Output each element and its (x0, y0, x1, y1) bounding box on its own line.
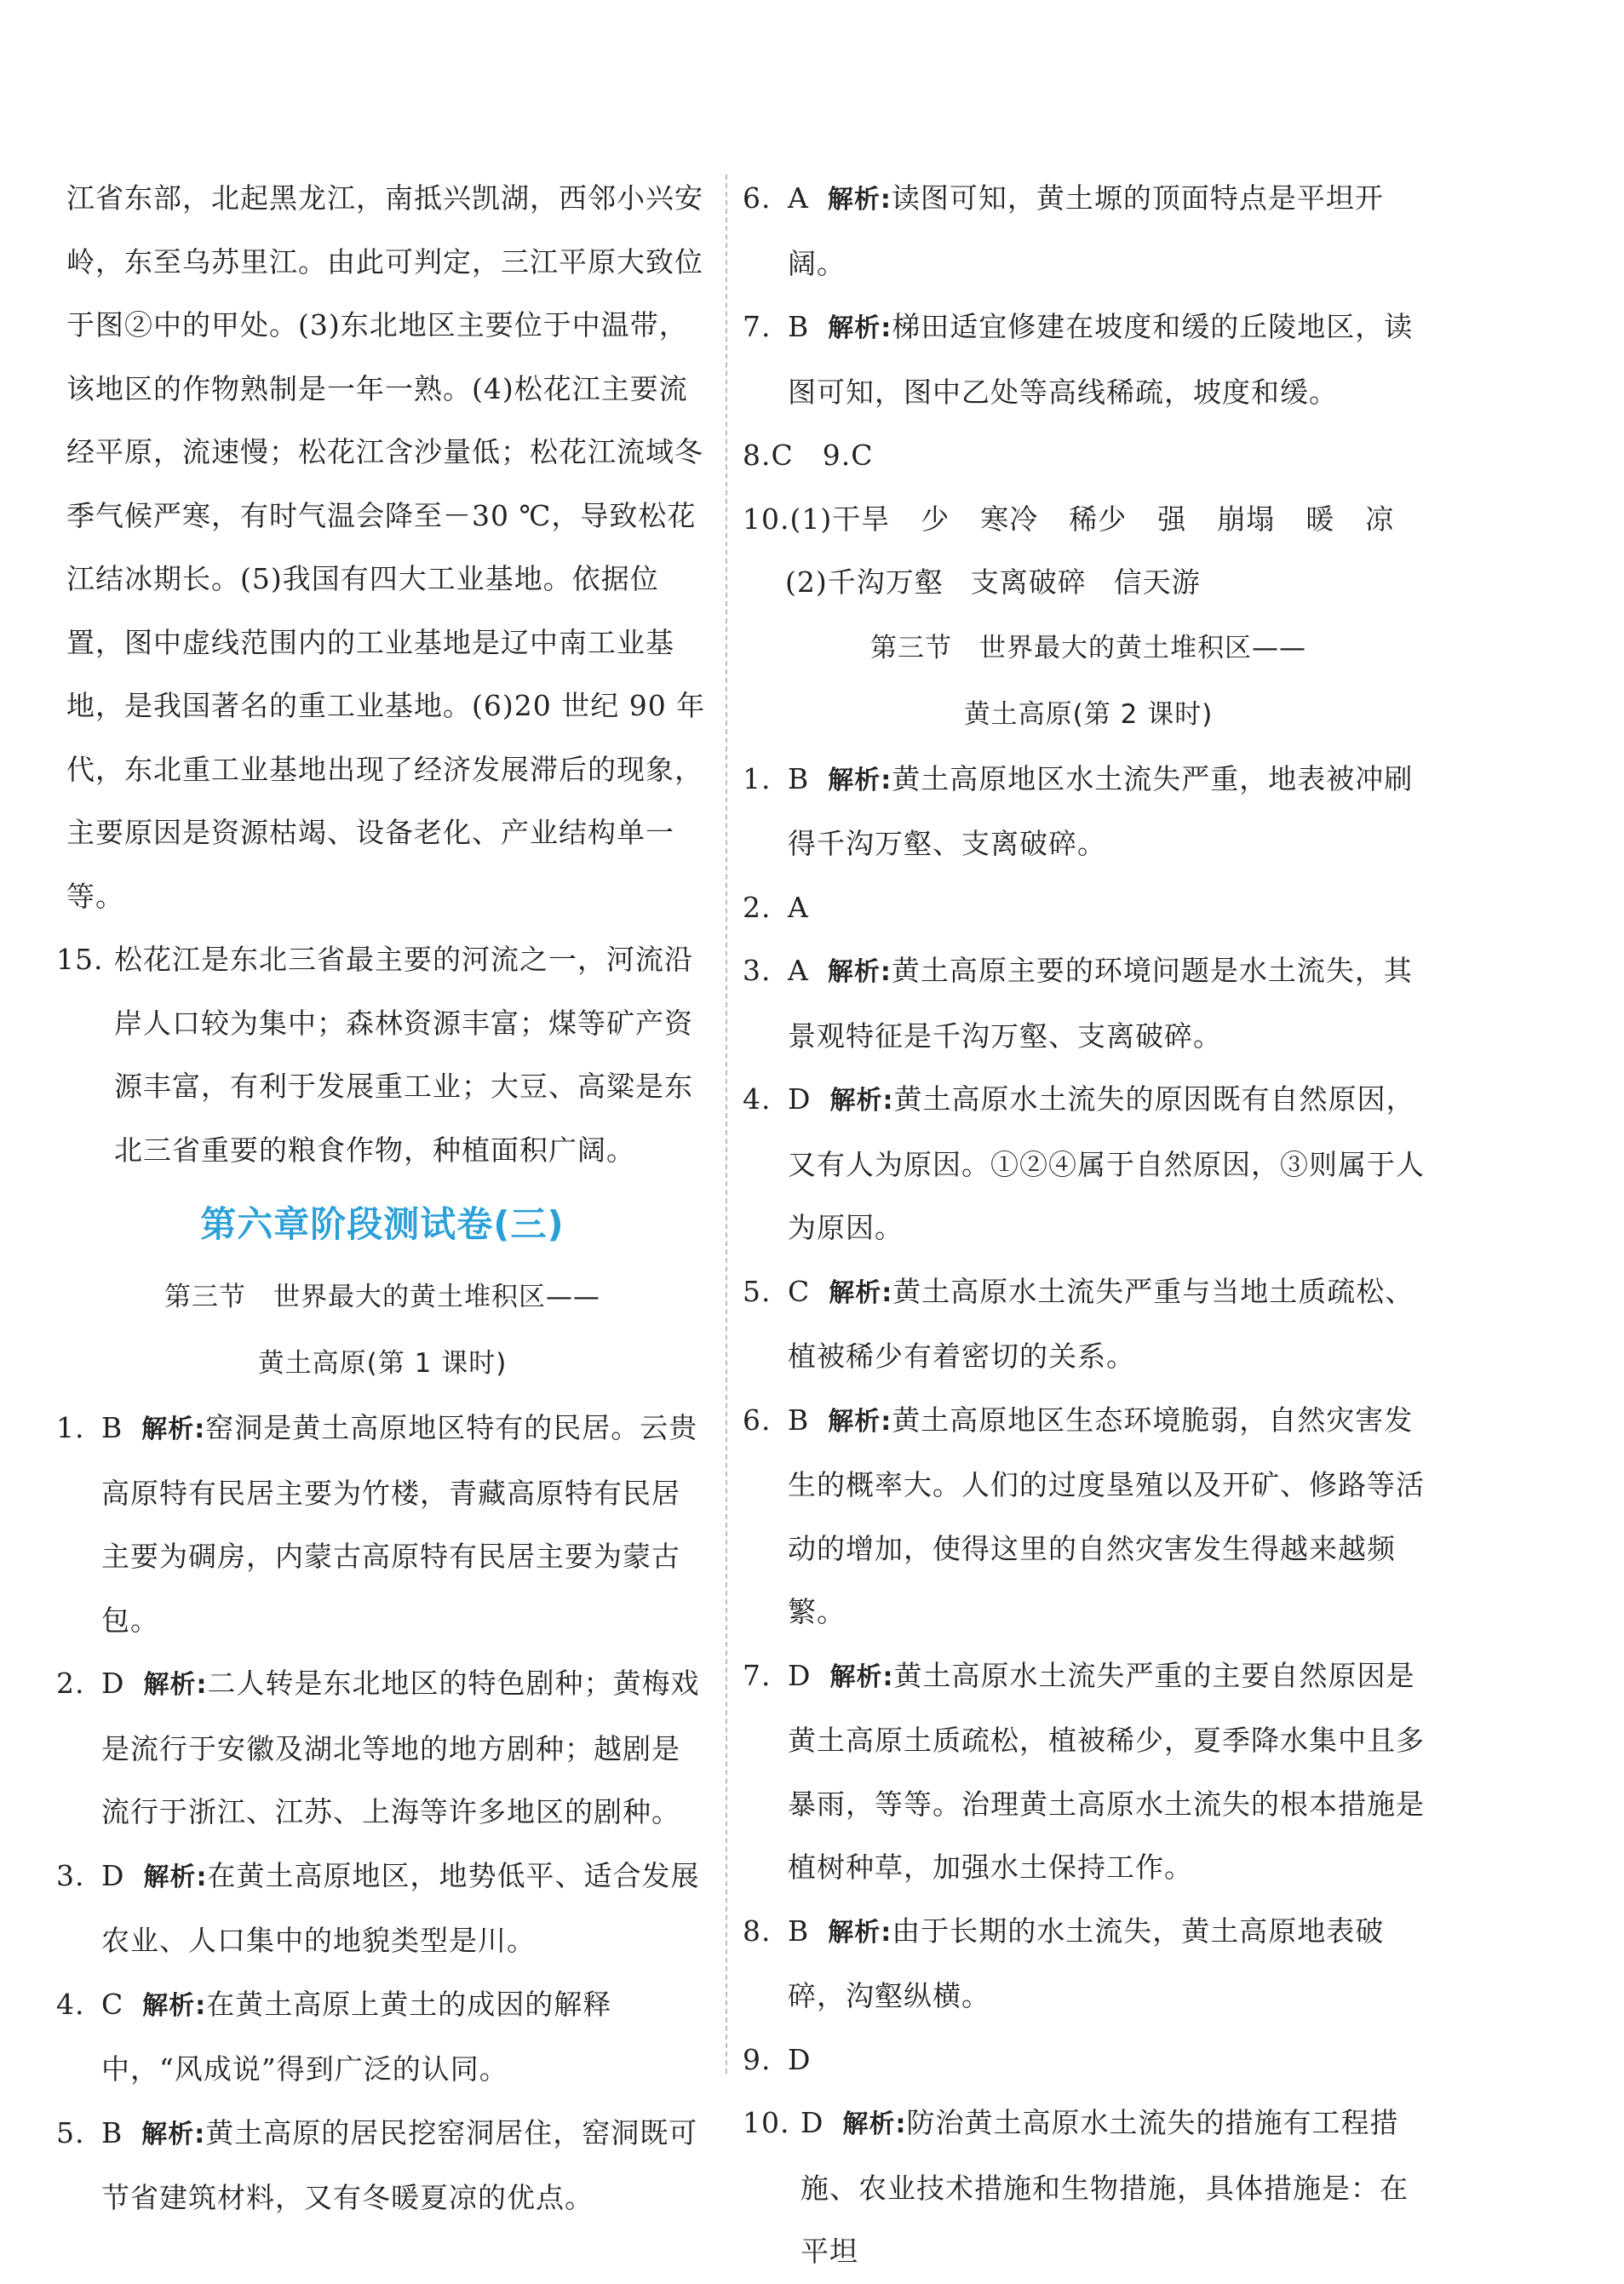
section-heading: 世界最大的黄土堆积区—— (273, 1282, 600, 1312)
answer-item (56, 1973, 709, 2102)
item-answer: D (101, 1667, 125, 1700)
question-15 (56, 928, 709, 1182)
item-number: 3. (56, 1858, 85, 1892)
continuation-paragraph: 江省东部，北起黑龙江，南抵兴凯湖，西邻小兴安岭，东至乌苏里江。由此可判定，三江平原大致位于图②中的甲处。(3)东北地区主要位于中温带，该地区的作物熟制是一年一熟。(4)松花江主要流经平原，流速慢；松花江含沙量低；松花江流域冬季气候严寒，有时气温会降至－30 ℃，导致松花江结冰期长。(5)我国有四大工业基地。依据位置，图中虚线范围内的工业基地是辽中南工业基地，是我国著名的重工业基地。(6)20 世纪 90 年代，东北重工业基地出现了经济发展滞后的现象，主要原因是资源枯竭、设备老化、产业结构单一等。 (66, 181, 706, 913)
item-answer: D (788, 2042, 812, 2076)
answer-item (56, 1845, 709, 1973)
answer-item (743, 939, 1434, 1068)
fill-blank: 凉 (1365, 502, 1395, 536)
fill-blank: 少 (921, 502, 950, 536)
section-subtitle: 黄土高原(第 1 课时) (257, 1348, 508, 1379)
fill-blank: 干旱 (832, 502, 891, 536)
column-divider (726, 175, 727, 2074)
item-number: 5. (743, 1274, 772, 1308)
answer-item (743, 1260, 1434, 1389)
analysis-text: 黄土高原地区生态环境脆弱，自然灾害发生的概率大。人们的过度垦殖以及开矿、修路等活动的增加，使得这里的自然灾害发生得越来越频繁。 (788, 1403, 1425, 1628)
item-number: 4. (56, 1987, 85, 2021)
section-subtitle: 黄土高原(第 2 课时) (963, 698, 1214, 730)
analysis-text: 黄土高原水土流失的原因既有自然原因，又有人为原因。①②④属于自然原因，③则属于人为原因。 (788, 1082, 1425, 1244)
answer-item (743, 167, 1434, 296)
item-answer: B (788, 1403, 810, 1437)
analysis-text: 梯田适宜修建在坡度和缓的丘陵地区，读图可知，图中乙处等高线稀疏，坡度和缓。 (788, 310, 1414, 409)
section-label: 第三节 (870, 632, 952, 663)
analysis-label: 解析: (842, 2109, 907, 2139)
item-number: 6. (743, 1403, 772, 1437)
item-answer: B (788, 310, 810, 343)
item-number: 5. (56, 2115, 85, 2149)
fill-blank: 崩塌 (1217, 502, 1276, 536)
answer-item (56, 2102, 709, 2230)
analysis-text: 二人转是东北地区的特色剧种；黄梅戏是流行于安徽及湖北等地的地方剧种；越剧是流行于浙江、江苏、上海等许多地区的剧种。 (101, 1667, 700, 1828)
answer-item (743, 1900, 1434, 2029)
analysis-text: 黄土高原地区水土流失严重，地表被冲刷得千沟万壑、支离破碎。 (788, 761, 1414, 860)
analysis-text: 窑洞是黄土高原地区特有的民居。云贵高原特有民居主要为竹楼，青藏高原特有民居主要为碉房，内蒙古高原特有民居主要为蒙古包。 (101, 1411, 698, 1637)
answer-item (743, 1644, 1434, 1900)
item-answer: B (101, 2115, 123, 2149)
analysis-label: 解析: (829, 1277, 893, 1308)
item-number: 1. (56, 1411, 85, 1444)
fill-blank: 信天游 (1113, 565, 1201, 599)
item-number: 7. (743, 310, 772, 343)
answer-item (56, 1652, 709, 1845)
answer-item (743, 296, 1434, 424)
item-answer: D (801, 2106, 824, 2139)
answer-item (743, 876, 1434, 940)
item-number: 2. (56, 1667, 85, 1700)
item-number: 7. (743, 1658, 772, 1692)
analysis-label: 解析: (828, 313, 892, 343)
item-answer: B (788, 1914, 810, 1948)
part-prefix: (2) (785, 565, 828, 599)
item-answer: D (788, 1658, 812, 1692)
analysis-label: 解析: (827, 185, 892, 215)
section-title (743, 615, 1434, 681)
analysis-label: 解析: (142, 1990, 207, 2021)
item-answer: A (788, 890, 809, 924)
section-label: 第三节 (164, 1282, 246, 1312)
answer-item (743, 1389, 1434, 1644)
fill-blank: 支离破碎 (970, 565, 1087, 599)
item-number: 8. (743, 1914, 772, 1948)
question-10-part-2 (743, 551, 1434, 615)
analysis-text: 黄土高原的居民挖窑洞居住，窑洞既可节省建筑材料，又有冬暖夏凉的优点。 (101, 2115, 698, 2214)
answer-item (743, 748, 1434, 876)
item-number: 6. (743, 181, 772, 215)
item-number: 3. (743, 954, 772, 987)
fill-blank: 稀少 (1069, 502, 1128, 536)
analysis-label: 解析: (141, 2119, 206, 2149)
answer-item (743, 1068, 1434, 1260)
section-title (56, 1264, 709, 1330)
analysis-label: 解析: (827, 957, 892, 987)
analysis-text: 读图可知，黄土塬的顶面特点是平坦开阔。 (788, 181, 1384, 280)
part-prefix: (1) (789, 502, 833, 536)
analysis-label: 解析: (829, 1661, 894, 1692)
item-number: 2. (743, 890, 772, 924)
right-column (743, 167, 1434, 2284)
answer-item (743, 2092, 1434, 2284)
item-answer: C (101, 1987, 124, 2021)
left-column (56, 167, 709, 2230)
item-number: 9. (743, 2042, 772, 2076)
item-answer: B (788, 761, 810, 795)
answers-8-9: 8.C 9.C (743, 439, 874, 472)
answer-item (743, 2029, 1434, 2092)
analysis-text: 由于长期的水土流失，黄土高原地表破碎，沟壑纵横。 (788, 1914, 1385, 2012)
analysis-text: 黄土高原水土流失严重的主要自然原因是黄土高原土质疏松，植被稀少，夏季降水集中且多暴雨，等等。治理黄土高原水土流失的根本措施是植树种草，加强水土保持工作。 (788, 1658, 1425, 1884)
analysis-label: 解析: (828, 765, 892, 795)
item-number: 4. (743, 1082, 772, 1116)
item-answer: B (101, 1411, 123, 1444)
fill-blank: 暖 (1306, 502, 1335, 536)
fill-blank: 千沟万壑 (827, 565, 944, 599)
fill-blank: 寒冷 (980, 502, 1039, 536)
analysis-label: 解析: (143, 1670, 208, 1700)
answer-item (56, 1397, 709, 1652)
item-number: 1. (743, 761, 772, 795)
analysis-label: 解析: (141, 1415, 206, 1444)
analysis-label: 解析: (829, 1086, 894, 1116)
analysis-text: 黄土高原水土流失严重与当地土质疏松、植被稀少有着密切的关系。 (788, 1274, 1415, 1373)
stage-test-title: 第六章阶段测试卷(三) (200, 1203, 565, 1245)
item-answer: A (788, 181, 809, 215)
analysis-label: 解析: (143, 1862, 208, 1892)
section-heading: 世界最大的黄土堆积区—— (979, 632, 1306, 663)
item-answer: D (788, 1082, 812, 1116)
analysis-label: 解析: (828, 1917, 892, 1948)
item-answer: C (788, 1274, 811, 1308)
analysis-text: 黄土高原主要的环境问题是水土流失，其景观特征是千沟万壑、支离破碎。 (788, 954, 1413, 1053)
analysis-text: 防治黄土高原水土流失的措施有工程措施、农业技术措施和生物措施，具体措施是：在平坦 (801, 2106, 1409, 2268)
question-10-part-1 (743, 488, 1434, 552)
item-answer: A (788, 954, 809, 987)
analysis-text: 在黄土高原上黄土的成因的解释中，“风成说”得到广泛的认同。 (101, 1987, 612, 2086)
item-number: 10. (743, 2106, 790, 2139)
question-number: 15. (56, 943, 104, 976)
analysis-label: 解析: (828, 1406, 892, 1437)
question-text: 松花江是东北三省最主要的河流之一，河流沿岸人口较为集中；森林资源丰富；煤等矿产资源丰富，有利于发展重工业；大豆、高粱是东北三省重要的粮食作物，种植面积广阔。 (114, 943, 693, 1167)
item-answer: D (101, 1858, 125, 1892)
analysis-text: 在黄土高原地区，地势低平、适合发展农业、人口集中的地貌类型是川。 (101, 1858, 700, 1957)
question-number: 10. (743, 502, 790, 536)
fill-blank: 强 (1157, 502, 1187, 536)
